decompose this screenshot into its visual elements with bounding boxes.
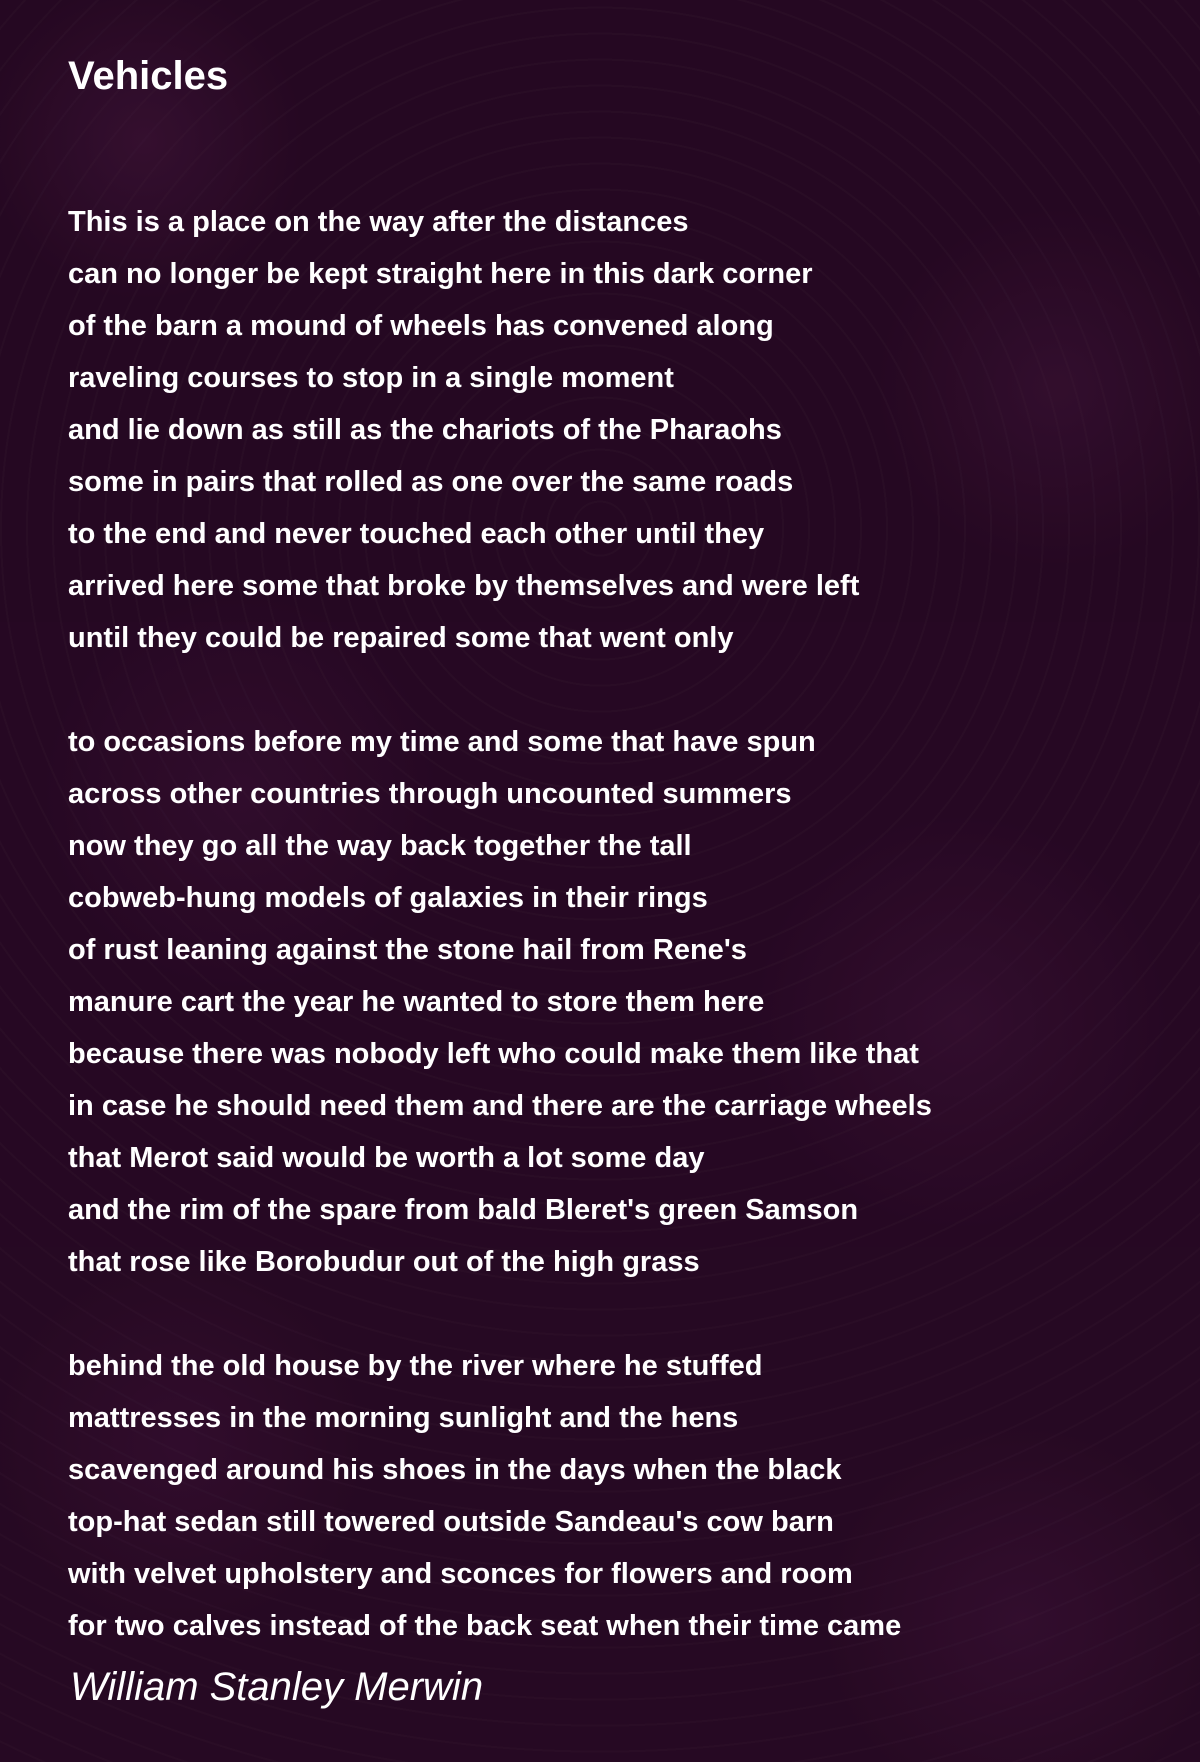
poem-line: that rose like Borobudur out of the high grass: [68, 1246, 700, 1278]
poem-line: of the barn a mound of wheels has convened along: [68, 310, 774, 342]
poem-line: until they could be repaired some that went only: [68, 622, 734, 654]
poem-line: cobweb-hung models of galaxies in their rings: [68, 882, 708, 914]
poem-line: because there was nobody left who could make them like that: [68, 1038, 919, 1070]
poem-line: of rust leaning against the stone hail from Rene's: [68, 934, 747, 966]
poem-line: top-hat sedan still towered outside Sandeau's cow barn: [68, 1506, 834, 1538]
poem-line: and lie down as still as the chariots of the Pharaohs: [68, 414, 782, 446]
poem-body: [68, 196, 1148, 1652]
poem-line: behind the old house by the river where he stuffed: [68, 1350, 763, 1382]
stanza-2: [68, 716, 1148, 1288]
poem-line: across other countries through uncounted summers: [68, 778, 792, 810]
poem-line: can no longer be kept straight here in this dark corner: [68, 258, 813, 290]
poem-line: and the rim of the spare from bald Bleret's green Samson: [68, 1194, 859, 1226]
stanza-1: [68, 196, 1148, 664]
poem-line: for two calves instead of the back seat when their time came: [68, 1610, 902, 1642]
poem-line: This is a place on the way after the distances: [68, 206, 689, 238]
poem-page: [68, 46, 1148, 1652]
stanza-3: [68, 1340, 1148, 1652]
poem-line: in case he should need them and there are the carriage wheels: [68, 1090, 932, 1122]
poem-line: to the end and never touched each other until they: [68, 518, 765, 550]
poem-line: some in pairs that rolled as one over the same roads: [68, 466, 794, 498]
poem-line: raveling courses to stop in a single moment: [68, 362, 674, 394]
poem-line: now they go all the way back together the tall: [68, 830, 692, 862]
poem-line: scavenged around his shoes in the days when the black: [68, 1454, 842, 1486]
poem-line: manure cart the year he wanted to store them here: [68, 986, 765, 1018]
poem-author: William Stanley Merwin: [70, 1665, 484, 1709]
poem-line: to occasions before my time and some that have spun: [68, 726, 816, 758]
poem-line: with velvet upholstery and sconces for flowers and room: [68, 1558, 853, 1590]
poem-title: Vehicles: [68, 54, 229, 98]
poem-line: mattresses in the morning sunlight and the hens: [68, 1402, 739, 1434]
poem-line: that Merot said would be worth a lot some day: [68, 1142, 705, 1174]
poem-line: arrived here some that broke by themselves and were left: [68, 570, 860, 602]
